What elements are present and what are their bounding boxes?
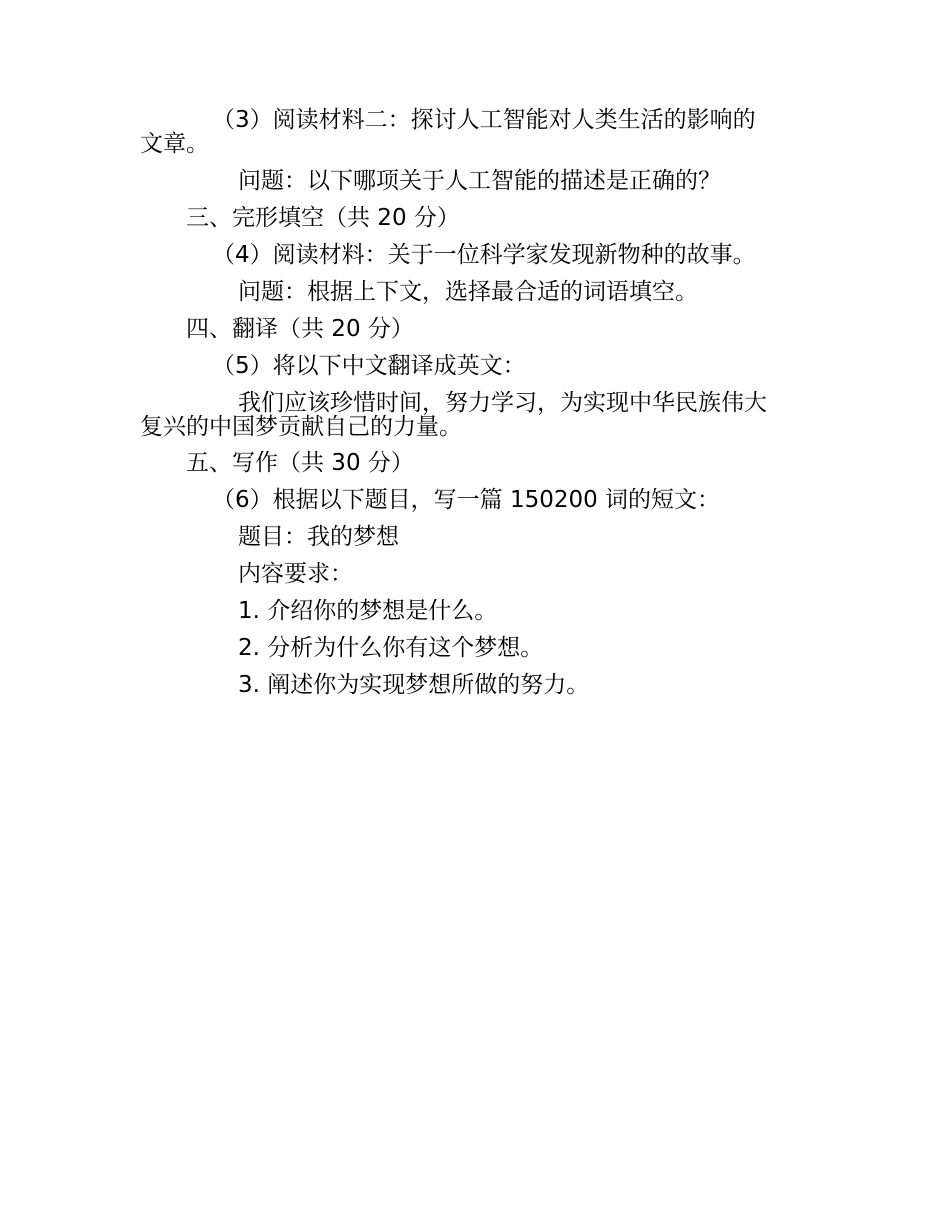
question-5-text-line2: 复兴的中国梦贡献自己的力量。 (140, 414, 462, 440)
question-4-line: （4）阅读材料：关于一位科学家发现新物种的故事。 (212, 242, 756, 268)
section-4-heading: 四、翻译（共 20 分） (186, 316, 414, 342)
question-6-line: （6）根据以下题目，写一篇 150200 词的短文： (212, 487, 721, 513)
question-5-line: （5）将以下中文翻译成英文： (212, 353, 526, 379)
section-3-heading: 三、完形填空（共 20 分） (186, 205, 460, 231)
question-5-text-line1: 我们应该珍惜时间，努力学习，为实现中华民族伟大 (238, 390, 767, 416)
requirement-item-2: 2. 分析为什么你有这个梦想。 (238, 635, 544, 661)
question-6-requirements-label: 内容要求： (238, 561, 353, 587)
question-3-continuation: 文章。 (140, 131, 209, 157)
requirement-item-1: 1. 介绍你的梦想是什么。 (238, 598, 498, 624)
requirement-item-3: 3. 阐述你为实现梦想所做的努力。 (238, 672, 590, 698)
section-5-heading: 五、写作（共 30 分） (186, 450, 414, 476)
question-3-prompt: 问题：以下哪项关于人工智能的描述是正确的？ (238, 168, 721, 194)
question-3-line: （3）阅读材料二：探讨人工智能对人类生活的影响的 (212, 107, 756, 133)
question-4-prompt: 问题：根据上下文，选择最合适的词语填空。 (238, 279, 698, 305)
question-6-title: 题目：我的梦想 (238, 524, 399, 550)
